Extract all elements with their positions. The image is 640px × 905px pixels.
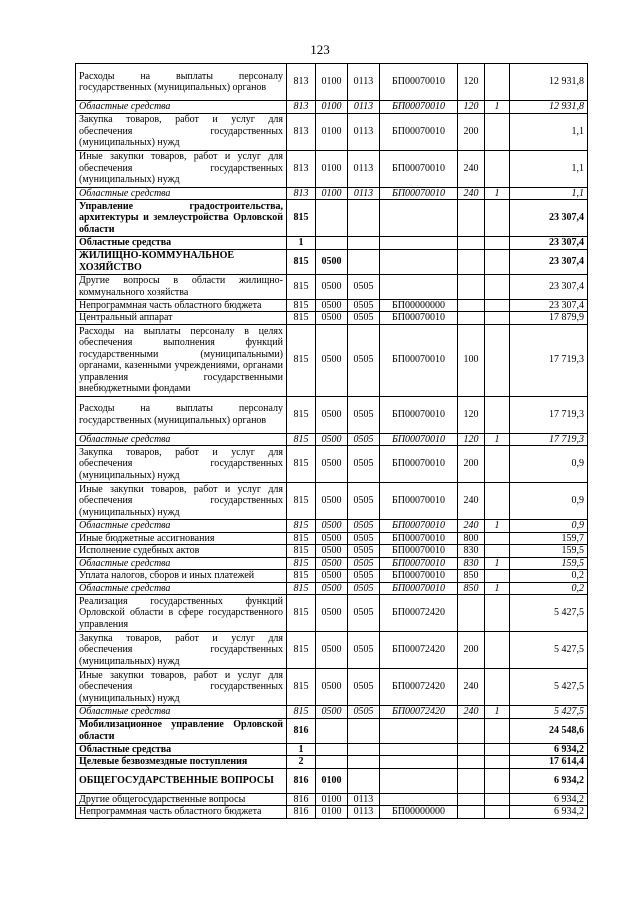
amount: 1,1: [510, 187, 588, 200]
target-article-code: БП00070010: [380, 483, 458, 520]
section-code: 0100: [316, 101, 348, 114]
subsection-code: 0505: [348, 312, 380, 325]
table-row: [76, 520, 588, 533]
row-name: Областные средства: [76, 743, 287, 756]
row-name: Закупка товаров, работ и услуг для обеспечения государственных (муниципальных) нужд: [76, 113, 287, 150]
table-row: [76, 806, 588, 819]
expense-type-code: [458, 743, 485, 756]
amount: 159,7: [510, 532, 588, 545]
target-article-code: БП00000000: [380, 299, 458, 312]
admin-code: 815: [287, 324, 316, 396]
expense-type-code: 240: [458, 150, 485, 187]
amount: 6 934,2: [510, 806, 588, 819]
subsection-code: [348, 718, 380, 743]
admin-code: 815: [287, 545, 316, 558]
table-row: [76, 545, 588, 558]
amount: 0,9: [510, 520, 588, 533]
subsection-code: 0113: [348, 793, 380, 806]
row-name: Иные бюджетные ассигнования: [76, 532, 287, 545]
funding-source-code: [485, 483, 510, 520]
subsection-code: 0505: [348, 520, 380, 533]
row-name: Иные закупки товаров, работ и услуг для обеспечения государственных (муниципальных) нужд: [76, 483, 287, 520]
section-code: 0500: [316, 396, 348, 433]
subsection-code: 0505: [348, 632, 380, 669]
admin-code: 815: [287, 570, 316, 583]
subsection-code: [348, 743, 380, 756]
subsection-code: 0505: [348, 570, 380, 583]
admin-code: 813: [287, 64, 316, 101]
expense-type-code: 240: [458, 706, 485, 719]
admin-code: 816: [287, 718, 316, 743]
expense-type-code: [458, 200, 485, 237]
section-code: 0500: [316, 520, 348, 533]
target-article-code: БП00070010: [380, 532, 458, 545]
target-article-code: [380, 718, 458, 743]
amount: 23 307,4: [510, 299, 588, 312]
amount: 23 307,4: [510, 237, 588, 250]
row-name: Областные средства: [76, 557, 287, 570]
table-row: [76, 632, 588, 669]
target-article-code: БП00070010: [380, 446, 458, 483]
target-article-code: БП00000000: [380, 806, 458, 819]
admin-code: 1: [287, 743, 316, 756]
funding-source-code: [485, 237, 510, 250]
table-row: [76, 595, 588, 632]
subsection-code: 0113: [348, 113, 380, 150]
target-article-code: [380, 237, 458, 250]
funding-source-code: [485, 274, 510, 299]
funding-source-code: [485, 793, 510, 806]
row-name: Закупка товаров, работ и услуг для обеспечения государственных (муниципальных) нужд: [76, 632, 287, 669]
target-article-code: [380, 274, 458, 299]
funding-source-code: [485, 200, 510, 237]
table-row: [76, 768, 588, 793]
row-name: Управление градостроительства, архитектуры и землеустройства Орловской области: [76, 200, 287, 237]
section-code: 0500: [316, 706, 348, 719]
subsection-code: 0505: [348, 669, 380, 706]
funding-source-code: [485, 64, 510, 101]
row-name: Областные средства: [76, 187, 287, 200]
funding-source-code: [485, 312, 510, 325]
subsection-code: 0505: [348, 299, 380, 312]
expense-type-code: 120: [458, 396, 485, 433]
amount: 6 934,2: [510, 768, 588, 793]
section-code: 0100: [316, 768, 348, 793]
section-code: 0500: [316, 433, 348, 446]
funding-source-code: [485, 150, 510, 187]
target-article-code: БП00070010: [380, 396, 458, 433]
row-name: Областные средства: [76, 582, 287, 595]
target-article-code: [380, 768, 458, 793]
admin-code: 815: [287, 595, 316, 632]
expense-type-code: 850: [458, 582, 485, 595]
amount: 0,2: [510, 570, 588, 583]
funding-source-code: [485, 532, 510, 545]
row-name: ЖИЛИЩНО-КОММУНАЛЬНОЕ ХОЗЯЙСТВО: [76, 249, 287, 274]
admin-code: 815: [287, 706, 316, 719]
subsection-code: [348, 756, 380, 769]
subsection-code: [348, 200, 380, 237]
section-code: 0500: [316, 446, 348, 483]
amount: 23 307,4: [510, 249, 588, 274]
admin-code: 815: [287, 299, 316, 312]
section-code: 0500: [316, 570, 348, 583]
row-name: Расходы на выплаты персоналу государственных (муниципальных) органов: [76, 64, 287, 101]
table-row: [76, 324, 588, 396]
target-article-code: БП00070010: [380, 582, 458, 595]
funding-source-code: 1: [485, 557, 510, 570]
expense-type-code: 830: [458, 557, 485, 570]
admin-code: 815: [287, 483, 316, 520]
table-row: [76, 101, 588, 114]
subsection-code: 0505: [348, 433, 380, 446]
subsection-code: 0113: [348, 64, 380, 101]
admin-code: 815: [287, 274, 316, 299]
admin-code: 815: [287, 582, 316, 595]
expense-type-code: 240: [458, 669, 485, 706]
expense-type-code: [458, 249, 485, 274]
table-row: [76, 433, 588, 446]
amount: 0,9: [510, 483, 588, 520]
expense-type-code: 200: [458, 632, 485, 669]
subsection-code: 0505: [348, 706, 380, 719]
row-name: Областные средства: [76, 237, 287, 250]
funding-source-code: [485, 768, 510, 793]
admin-code: 815: [287, 557, 316, 570]
section-code: 0500: [316, 582, 348, 595]
admin-code: 815: [287, 446, 316, 483]
expense-type-code: [458, 756, 485, 769]
funding-source-code: [485, 396, 510, 433]
expense-type-code: 100: [458, 324, 485, 396]
target-article-code: БП00072420: [380, 706, 458, 719]
subsection-code: 0113: [348, 101, 380, 114]
table-row: [76, 793, 588, 806]
amount: 12 931,8: [510, 101, 588, 114]
subsection-code: 0505: [348, 483, 380, 520]
admin-code: 815: [287, 433, 316, 446]
section-code: 0500: [316, 312, 348, 325]
target-article-code: БП00070010: [380, 312, 458, 325]
table-row: [76, 299, 588, 312]
subsection-code: [348, 768, 380, 793]
table-row: [76, 557, 588, 570]
amount: 6 934,2: [510, 793, 588, 806]
target-article-code: [380, 743, 458, 756]
subsection-code: 0113: [348, 806, 380, 819]
funding-source-code: [485, 743, 510, 756]
funding-source-code: 1: [485, 520, 510, 533]
expense-type-code: [458, 595, 485, 632]
row-name: Мобилизационное управление Орловской области: [76, 718, 287, 743]
section-code: 0100: [316, 64, 348, 101]
row-name: Иные закупки товаров, работ и услуг для обеспечения государственных (муниципальных) нужд: [76, 150, 287, 187]
amount: 17 719,3: [510, 396, 588, 433]
funding-source-code: [485, 595, 510, 632]
section-code: 0500: [316, 532, 348, 545]
subsection-code: 0505: [348, 557, 380, 570]
admin-code: 813: [287, 113, 316, 150]
admin-code: 815: [287, 520, 316, 533]
section-code: 0500: [316, 299, 348, 312]
row-name: Закупка товаров, работ и услуг для обеспечения государственных (муниципальных) нужд: [76, 446, 287, 483]
target-article-code: БП00070010: [380, 187, 458, 200]
table-row: [76, 756, 588, 769]
table-row: [76, 582, 588, 595]
row-name: Иные закупки товаров, работ и услуг для обеспечения государственных (муниципальных) нужд: [76, 669, 287, 706]
table-row: [76, 706, 588, 719]
amount: 0,2: [510, 582, 588, 595]
section-code: 0500: [316, 483, 348, 520]
target-article-code: [380, 793, 458, 806]
row-name: Центральный аппарат: [76, 312, 287, 325]
section-code: 0500: [316, 324, 348, 396]
expense-type-code: 240: [458, 187, 485, 200]
target-article-code: БП00070010: [380, 113, 458, 150]
section-code: 0100: [316, 806, 348, 819]
section-code: 0500: [316, 545, 348, 558]
amount: 5 427,5: [510, 595, 588, 632]
amount: 5 427,5: [510, 706, 588, 719]
table-row: [76, 249, 588, 274]
funding-source-code: [485, 718, 510, 743]
funding-source-code: [485, 756, 510, 769]
subsection-code: 0505: [348, 324, 380, 396]
expense-type-code: 240: [458, 520, 485, 533]
admin-code: 815: [287, 396, 316, 433]
amount: 17 719,3: [510, 433, 588, 446]
section-code: [316, 200, 348, 237]
target-article-code: [380, 200, 458, 237]
funding-source-code: [485, 545, 510, 558]
admin-code: 815: [287, 200, 316, 237]
amount: 1,1: [510, 150, 588, 187]
row-name: Реализация государственных функций Орловской области в сфере государственного управления: [76, 595, 287, 632]
table-row: [76, 718, 588, 743]
admin-code: 1: [287, 237, 316, 250]
target-article-code: БП00070010: [380, 557, 458, 570]
funding-source-code: [485, 113, 510, 150]
subsection-code: 0505: [348, 582, 380, 595]
row-name: ОБЩЕГОСУДАРСТВЕННЫЕ ВОПРОСЫ: [76, 768, 287, 793]
expense-type-code: [458, 718, 485, 743]
table-row: [76, 150, 588, 187]
row-name: Непрограммная часть областного бюджета: [76, 299, 287, 312]
expense-type-code: 120: [458, 433, 485, 446]
amount: 5 427,5: [510, 632, 588, 669]
budget-table: [75, 63, 588, 819]
subsection-code: 0505: [348, 396, 380, 433]
row-name: Областные средства: [76, 706, 287, 719]
expense-type-code: [458, 237, 485, 250]
funding-source-code: 1: [485, 433, 510, 446]
row-name: Областные средства: [76, 101, 287, 114]
row-name: Другие общегосударственные вопросы: [76, 793, 287, 806]
expense-type-code: [458, 299, 485, 312]
target-article-code: БП00070010: [380, 101, 458, 114]
table-row: [76, 483, 588, 520]
funding-source-code: [485, 446, 510, 483]
row-name: Непрограммная часть областного бюджета: [76, 806, 287, 819]
amount: 17 879,9: [510, 312, 588, 325]
amount: 0,9: [510, 446, 588, 483]
section-code: [316, 743, 348, 756]
subsection-code: [348, 249, 380, 274]
row-name: Областные средства: [76, 520, 287, 533]
expense-type-code: 120: [458, 101, 485, 114]
section-code: 0500: [316, 249, 348, 274]
section-code: [316, 756, 348, 769]
section-code: [316, 718, 348, 743]
funding-source-code: [485, 324, 510, 396]
target-article-code: БП00070010: [380, 570, 458, 583]
row-name: Расходы на выплаты персоналу в целях обеспечения выполнения функций государственными (муниципальными) органами, казенными учреждениями, органами управления государственными внебюджетными фондами: [76, 324, 287, 396]
admin-code: 813: [287, 150, 316, 187]
target-article-code: БП00070010: [380, 545, 458, 558]
funding-source-code: [485, 249, 510, 274]
target-article-code: БП00070010: [380, 520, 458, 533]
admin-code: 815: [287, 312, 316, 325]
admin-code: 2: [287, 756, 316, 769]
expense-type-code: [458, 793, 485, 806]
target-article-code: БП00070010: [380, 64, 458, 101]
row-name: Другие вопросы в области жилищно-коммунального хозяйства: [76, 274, 287, 299]
target-article-code: БП00070010: [380, 150, 458, 187]
subsection-code: 0505: [348, 545, 380, 558]
section-code: 0100: [316, 187, 348, 200]
section-code: 0500: [316, 557, 348, 570]
admin-code: 815: [287, 249, 316, 274]
expense-type-code: 240: [458, 483, 485, 520]
section-code: 0500: [316, 595, 348, 632]
row-name: Целевые безвозмездные поступления: [76, 756, 287, 769]
expense-type-code: 830: [458, 545, 485, 558]
amount: 17 614,4: [510, 756, 588, 769]
admin-code: 815: [287, 669, 316, 706]
target-article-code: БП00070010: [380, 324, 458, 396]
subsection-code: 0505: [348, 274, 380, 299]
section-code: 0500: [316, 632, 348, 669]
table-row: [76, 237, 588, 250]
subsection-code: 0505: [348, 446, 380, 483]
amount: 12 931,8: [510, 64, 588, 101]
target-article-code: [380, 249, 458, 274]
table-row: [76, 274, 588, 299]
page-number: 123: [310, 42, 330, 57]
funding-source-code: [485, 669, 510, 706]
funding-source-code: [485, 806, 510, 819]
amount: 159,5: [510, 545, 588, 558]
expense-type-code: 200: [458, 113, 485, 150]
funding-source-code: 1: [485, 706, 510, 719]
admin-code: 813: [287, 187, 316, 200]
expense-type-code: 200: [458, 446, 485, 483]
target-article-code: [380, 756, 458, 769]
row-name: Уплата налогов, сборов и иных платежей: [76, 570, 287, 583]
target-article-code: БП00070010: [380, 433, 458, 446]
section-code: 0100: [316, 113, 348, 150]
amount: 5 427,5: [510, 669, 588, 706]
admin-code: 816: [287, 768, 316, 793]
amount: 1,1: [510, 113, 588, 150]
section-code: 0500: [316, 274, 348, 299]
funding-source-code: 1: [485, 187, 510, 200]
row-name: Расходы на выплаты персоналу государственных (муниципальных) органов: [76, 396, 287, 433]
subsection-code: 0113: [348, 150, 380, 187]
table-row: [76, 446, 588, 483]
section-code: 0500: [316, 669, 348, 706]
funding-source-code: 1: [485, 101, 510, 114]
table-row: [76, 312, 588, 325]
subsection-code: 0113: [348, 187, 380, 200]
table-row: [76, 200, 588, 237]
funding-source-code: [485, 632, 510, 669]
section-code: 0100: [316, 793, 348, 806]
admin-code: 815: [287, 632, 316, 669]
subsection-code: 0505: [348, 532, 380, 545]
table-row: [76, 187, 588, 200]
amount: 6 934,2: [510, 743, 588, 756]
row-name: Областные средства: [76, 433, 287, 446]
section-code: [316, 237, 348, 250]
admin-code: 816: [287, 793, 316, 806]
table-body: [76, 64, 588, 819]
funding-source-code: [485, 570, 510, 583]
funding-source-code: 1: [485, 582, 510, 595]
target-article-code: БП00072420: [380, 669, 458, 706]
amount: 17 719,3: [510, 324, 588, 396]
expense-type-code: [458, 768, 485, 793]
expense-type-code: [458, 312, 485, 325]
section-code: 0100: [316, 150, 348, 187]
amount: 23 307,4: [510, 200, 588, 237]
amount: 24 548,6: [510, 718, 588, 743]
funding-source-code: [485, 299, 510, 312]
table-row: [76, 113, 588, 150]
target-article-code: БП00072420: [380, 595, 458, 632]
expense-type-code: [458, 274, 485, 299]
expense-type-code: 800: [458, 532, 485, 545]
admin-code: 813: [287, 101, 316, 114]
table-row: [76, 743, 588, 756]
amount: 23 307,4: [510, 274, 588, 299]
subsection-code: [348, 237, 380, 250]
table-row: [76, 570, 588, 583]
table-row: [76, 669, 588, 706]
table-row: [76, 532, 588, 545]
target-article-code: БП00072420: [380, 632, 458, 669]
expense-type-code: 120: [458, 64, 485, 101]
expense-type-code: [458, 806, 485, 819]
subsection-code: 0505: [348, 595, 380, 632]
admin-code: 815: [287, 532, 316, 545]
admin-code: 816: [287, 806, 316, 819]
table-row: [76, 64, 588, 101]
amount: 159,5: [510, 557, 588, 570]
table-row: [76, 396, 588, 433]
expense-type-code: 850: [458, 570, 485, 583]
row-name: Исполнение судебных актов: [76, 545, 287, 558]
